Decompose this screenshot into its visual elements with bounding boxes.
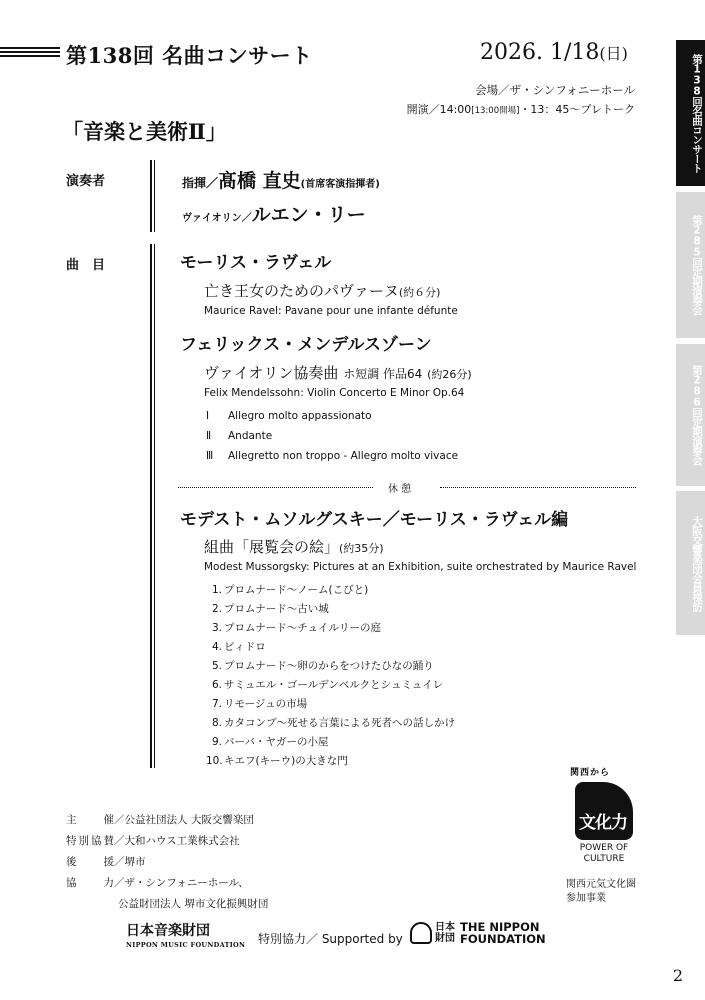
nf-en xyxy=(460,921,546,945)
intermission-divider xyxy=(178,481,638,493)
movement-item xyxy=(206,430,272,442)
credit-cooperation-2: 公益財団法人 堺市文化振興財団 xyxy=(118,898,269,910)
performers-bar-thin xyxy=(154,160,155,232)
picture-name: プロムナード〜チュイルリーの庭 xyxy=(224,622,381,634)
picture-number: 3. xyxy=(211,622,222,634)
movement-name: Allegretto non troppo - Allegro molto vivace xyxy=(228,450,459,462)
violinist xyxy=(182,200,366,227)
movement-number: Ⅰ xyxy=(206,410,210,422)
venue: 会場／ザ・シンフォニーホール xyxy=(475,83,635,97)
concert-title: 第138回 名曲コンサート xyxy=(66,43,313,68)
culture-top-label: 関西から xyxy=(570,768,611,778)
picture-name: ビィドロ xyxy=(224,641,266,653)
work-duration: (約26分) xyxy=(427,368,472,381)
program-bar-thin xyxy=(154,244,155,768)
credit-key: 後援 xyxy=(66,856,114,868)
picture-name: プロムナード〜ノーム(こびと) xyxy=(224,584,369,596)
picture-name: カタコンブ〜死せる言葉による死者への話しかけ xyxy=(224,717,455,729)
page-number: 2 xyxy=(672,966,683,985)
picture-number: 5. xyxy=(211,660,222,672)
nippon-music-foundation-logo xyxy=(126,920,245,949)
picture-item xyxy=(206,601,329,616)
work-key: ホ短調 作品64 xyxy=(343,367,423,381)
work-pictures xyxy=(204,536,384,557)
credit-value: ／大和ハウス工業株式会社 xyxy=(114,835,240,847)
culture-logo-text: 文化力 xyxy=(579,813,627,833)
culture-en xyxy=(575,843,633,865)
work-title: ヴァイオリン協奏曲 xyxy=(204,364,339,382)
movement-number: Ⅱ xyxy=(206,430,212,442)
culture-jp-2: 参加事業 xyxy=(566,893,606,904)
work-english: Felix Mendelssohn: Violin Concerto E Minor Op.64 xyxy=(204,387,465,399)
header-rule-lines xyxy=(0,47,60,61)
date-weekday: (日) xyxy=(599,44,628,63)
movement-name: Allegro molto appassionato xyxy=(228,410,372,422)
movement-item xyxy=(206,450,458,462)
credit-value: ／公益社団法人 大阪交響楽団 xyxy=(114,814,254,826)
start-time xyxy=(407,101,635,117)
nippon-foundation-logo xyxy=(410,921,546,945)
doors-open-time: [13:00開場] xyxy=(471,106,520,116)
credit-key: 協力 xyxy=(66,877,114,889)
composer-ravel: モーリス・ラヴェル xyxy=(180,253,332,273)
violin-role: ヴァイオリン／ xyxy=(182,213,252,224)
credit-support xyxy=(66,854,146,869)
culture-jp xyxy=(566,878,636,906)
picture-item xyxy=(206,620,381,635)
credit-sponsor xyxy=(66,833,240,848)
credit-value: ／ザ・シンフォニーホール、 xyxy=(114,877,249,889)
picture-number: 8. xyxy=(211,717,222,729)
credit-key: 特別協賛 xyxy=(66,835,114,847)
picture-name: リモージュの市場 xyxy=(224,698,308,710)
nmf-jp: 日本音楽財団 xyxy=(126,923,210,939)
special-cooperation-label: 特別協力／ Supported by xyxy=(258,932,403,946)
picture-item xyxy=(206,753,348,768)
picture-number: 7. xyxy=(211,698,222,710)
tab-286th-subscription[interactable]: 第286回定期演奏会 xyxy=(676,344,705,486)
concert-date xyxy=(480,40,628,65)
conductor-note: (首席客演指揮者) xyxy=(300,179,380,190)
culture-jp-1: 関西元気文化圏 xyxy=(566,879,636,890)
credit-value: ／堺市 xyxy=(114,856,146,868)
nf-en-line2: FOUNDATION xyxy=(460,932,546,946)
power-of-culture-logo xyxy=(575,782,633,840)
nf-en-line1: THE NIPPON xyxy=(460,920,540,934)
composer-mussorgsky: モデスト・ムソルグスキー／モーリス・ラヴェル編 xyxy=(180,510,569,530)
conductor-name: 髙橋 直史 xyxy=(218,170,301,192)
concert-subtitle: 「音楽と美術Ⅱ」 xyxy=(62,119,227,144)
movement-item xyxy=(206,410,372,422)
picture-number: 10. xyxy=(206,755,223,767)
start-time-main: 開演／14:00 xyxy=(406,103,472,116)
picture-item xyxy=(206,715,455,730)
picture-item xyxy=(206,734,328,749)
date-main: 2026. 1/18 xyxy=(480,40,600,65)
credit-key: 主催 xyxy=(66,814,114,826)
picture-name: キエフ(キーウ)の大きな門 xyxy=(224,755,348,767)
conductor-role: 指揮／ xyxy=(182,176,219,190)
tab-285th-subscription[interactable]: 第285回定期演奏会 xyxy=(676,192,705,338)
picture-item xyxy=(206,582,368,597)
work-duration: (約35分) xyxy=(339,542,384,555)
culture-en-1: POWER OF xyxy=(579,843,629,853)
picture-name: プロムナード〜古い城 xyxy=(224,603,329,615)
nippon-foundation-icon xyxy=(410,922,432,944)
picture-name: サミュエル・ゴールデンベルクとシュミュイレ xyxy=(224,679,444,691)
program-label: 曲 目 xyxy=(66,258,106,273)
nmf-en: NIPPON MUSIC FOUNDATION xyxy=(126,941,246,949)
composer-mendelssohn: フェリックス・メンデルスゾーン xyxy=(180,335,432,355)
picture-number: 4. xyxy=(211,641,222,653)
work-title: 組曲「展覧会の絵」 xyxy=(204,538,340,556)
picture-number: 6. xyxy=(211,679,222,691)
picture-number: 2. xyxy=(211,603,222,615)
work-english: Modest Mussorgsky: Pictures at an Exhibition, suite orchestrated by Maurice Ravel xyxy=(204,561,637,573)
conductor xyxy=(182,166,380,193)
program-bar xyxy=(150,244,152,768)
picture-number: 9. xyxy=(211,736,222,748)
credit-cooperation xyxy=(66,875,249,890)
picture-item xyxy=(206,639,266,654)
work-violin-concerto xyxy=(204,362,472,383)
work-pavane xyxy=(204,280,440,301)
tab-members-visit[interactable]: 大阪交響楽団会員様訪 xyxy=(676,491,705,635)
performers-bar xyxy=(150,160,152,232)
pre-talk-time: ・13：45〜プレトーク xyxy=(519,103,635,116)
tab-138th-meikyoku-concert[interactable]: 第138回名曲コンサート xyxy=(676,40,705,186)
picture-name: バーバ・ヤガーの小屋 xyxy=(224,736,329,748)
movement-number: Ⅲ xyxy=(206,450,214,462)
movement-name: Andante xyxy=(228,430,273,442)
picture-item xyxy=(206,658,434,673)
picture-item xyxy=(206,677,443,692)
picture-number: 1. xyxy=(211,584,222,596)
credit-organizer xyxy=(66,812,254,827)
work-duration: (約６分) xyxy=(398,286,441,299)
work-title: 亡き王女のためのパヴァーヌ xyxy=(204,282,399,300)
violin-name: ルエン・リー xyxy=(251,204,366,226)
intermission-label: 休 憩 xyxy=(388,484,412,495)
culture-en-2: CULTURE xyxy=(583,854,625,864)
picture-name: プロムナード〜卵のからをつけたひなの踊り xyxy=(224,660,434,672)
nf-jp: 日本財団 xyxy=(435,922,455,944)
work-english: Maurice Ravel: Pavane pour une infante défunte xyxy=(204,305,458,317)
picture-item xyxy=(206,696,307,711)
performers-label: 演奏者 xyxy=(66,174,106,189)
